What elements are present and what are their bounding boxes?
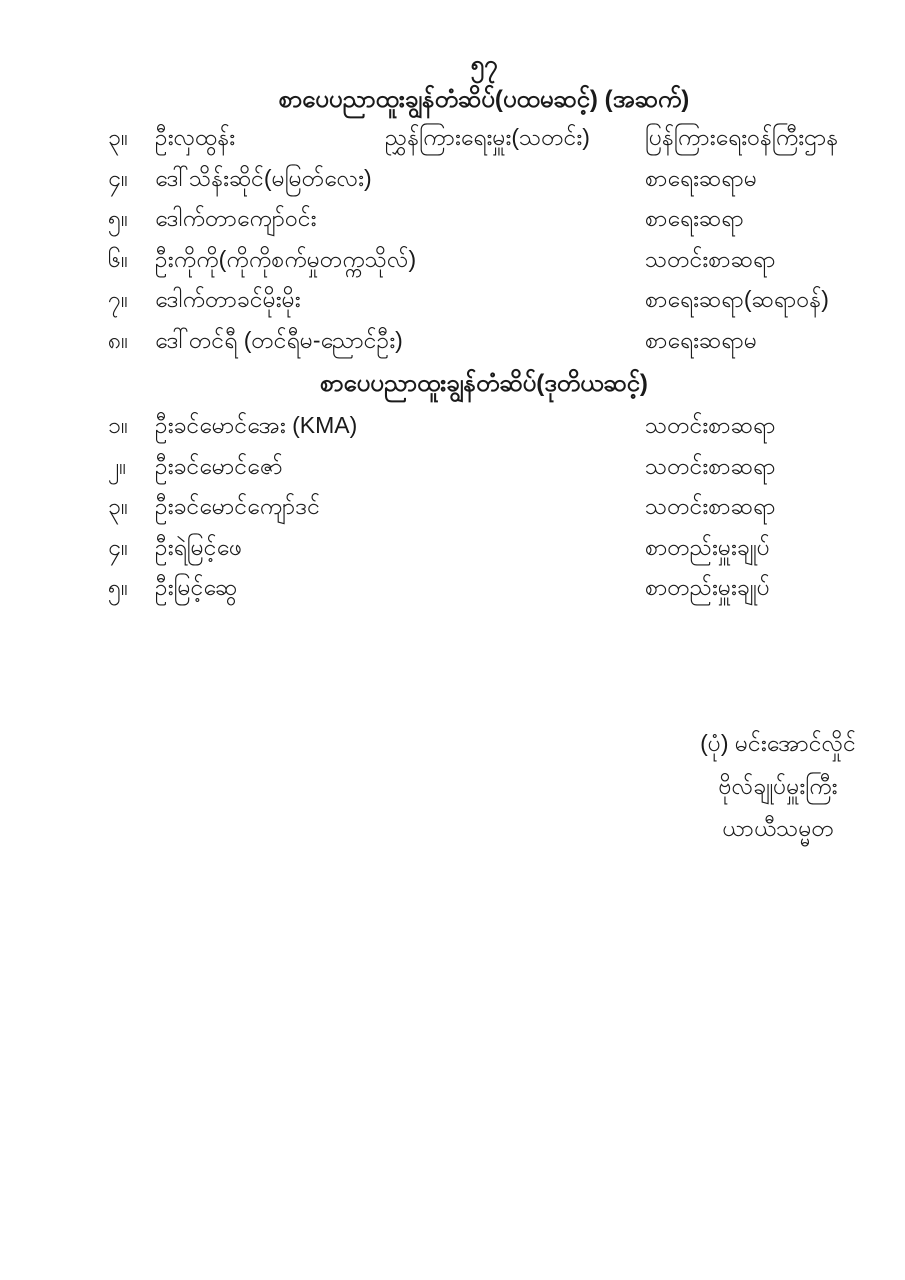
section1-award-list (108, 120, 905, 363)
recipient-occupation: စာရေးဆရာ(ဆရာဝန်) (645, 286, 829, 313)
award-row (108, 323, 905, 364)
row-number: ၄။ (108, 533, 128, 560)
award-row (108, 570, 905, 611)
recipient-name: ဦးမြင့်ဆွေ (155, 574, 238, 601)
recipient-occupation: သတင်းစာဆရာ (645, 493, 776, 520)
row-number: ၆။ (108, 245, 128, 272)
recipient-name: ဦးလှထွန်း (155, 124, 236, 151)
recipient-occupation: စာရေးဆရာ (645, 205, 744, 232)
signature-name: (ပုံ) မင်းအောင်လှိုင် (700, 730, 856, 756)
award-row (108, 161, 905, 202)
award-row (108, 120, 905, 161)
row-number: ၃။ (108, 493, 128, 520)
row-number: ၅။ (108, 574, 128, 601)
page-number: ၅၇ (470, 51, 498, 78)
recipient-name: ဦးရဲမြင့်ဖေ (155, 533, 243, 560)
recipient-occupation: စာရေးဆရာမ (645, 326, 757, 353)
recipient-name: ဦးကိုကို(ကိုကိုစက်မှုတက္ကသိုလ်) (155, 245, 417, 272)
row-number: ၁။ (108, 412, 128, 439)
row-number: ၃။ (108, 124, 128, 151)
recipient-name: ဒေါက်တာခင်မိုးမိုး (155, 286, 301, 313)
row-number: ၅။ (108, 205, 128, 232)
row-number: ၄။ (108, 164, 128, 191)
recipient-name: ဦးခင်မောင်ကျော်ဒင် (155, 493, 320, 520)
row-number: ၈။ (108, 326, 129, 353)
recipient-name: ဦးခင်မောင်အေး (KMA) (155, 412, 358, 439)
recipient-name: ဒေါ်သိန်းဆိုင်(မမြတ်လေး) (155, 164, 372, 191)
recipient-occupation: ပြန်ကြားရေးဝန်ကြီးဌာန (645, 124, 839, 151)
signature-title: ယာယီသမ္မတ (722, 815, 834, 841)
award-row (108, 489, 905, 530)
row-number: ၇။ (108, 286, 128, 313)
award-row (108, 449, 905, 490)
signature-block (650, 722, 905, 850)
recipient-name: ဒေါက်တာကျော်ဝင်း (155, 205, 317, 232)
award-row (108, 242, 905, 283)
signature-rank: ဗိုလ်ချုပ်မှူးကြီး (718, 772, 838, 799)
recipient-name: ဒေါ်တင်ရီ (တင်ရီမ-ညောင်ဦး) (155, 326, 403, 353)
recipient-occupation: စာရေးဆရာမ (645, 164, 757, 191)
award-row (108, 282, 905, 323)
recipient-occupation: သတင်းစာဆရာ (645, 412, 776, 439)
row-number: ၂။ (108, 452, 127, 479)
section2-title: စာပေပညာထူးချွန်တံဆိပ်(ဒုတိယဆင့်) (320, 370, 648, 397)
recipient-occupation: စာတည်းမှူးချုပ် (645, 574, 770, 601)
section2-award-list (108, 408, 905, 611)
recipient-position: ညွှန်ကြားရေးမှူး(သတင်း) (385, 124, 590, 151)
recipient-occupation: စာတည်းမှူးချုပ် (645, 533, 770, 560)
award-row (108, 408, 905, 449)
recipient-occupation: သတင်းစာဆရာ (645, 245, 776, 272)
award-row (108, 530, 905, 571)
section1-title: စာပေပညာထူးချွန်တံဆိပ်(ပထမဆင့်) (အဆက်) (278, 86, 690, 113)
recipient-name: ဦးခင်မောင်ဇော် (155, 452, 283, 479)
recipient-occupation: သတင်းစာဆရာ (645, 452, 776, 479)
award-row (108, 201, 905, 242)
